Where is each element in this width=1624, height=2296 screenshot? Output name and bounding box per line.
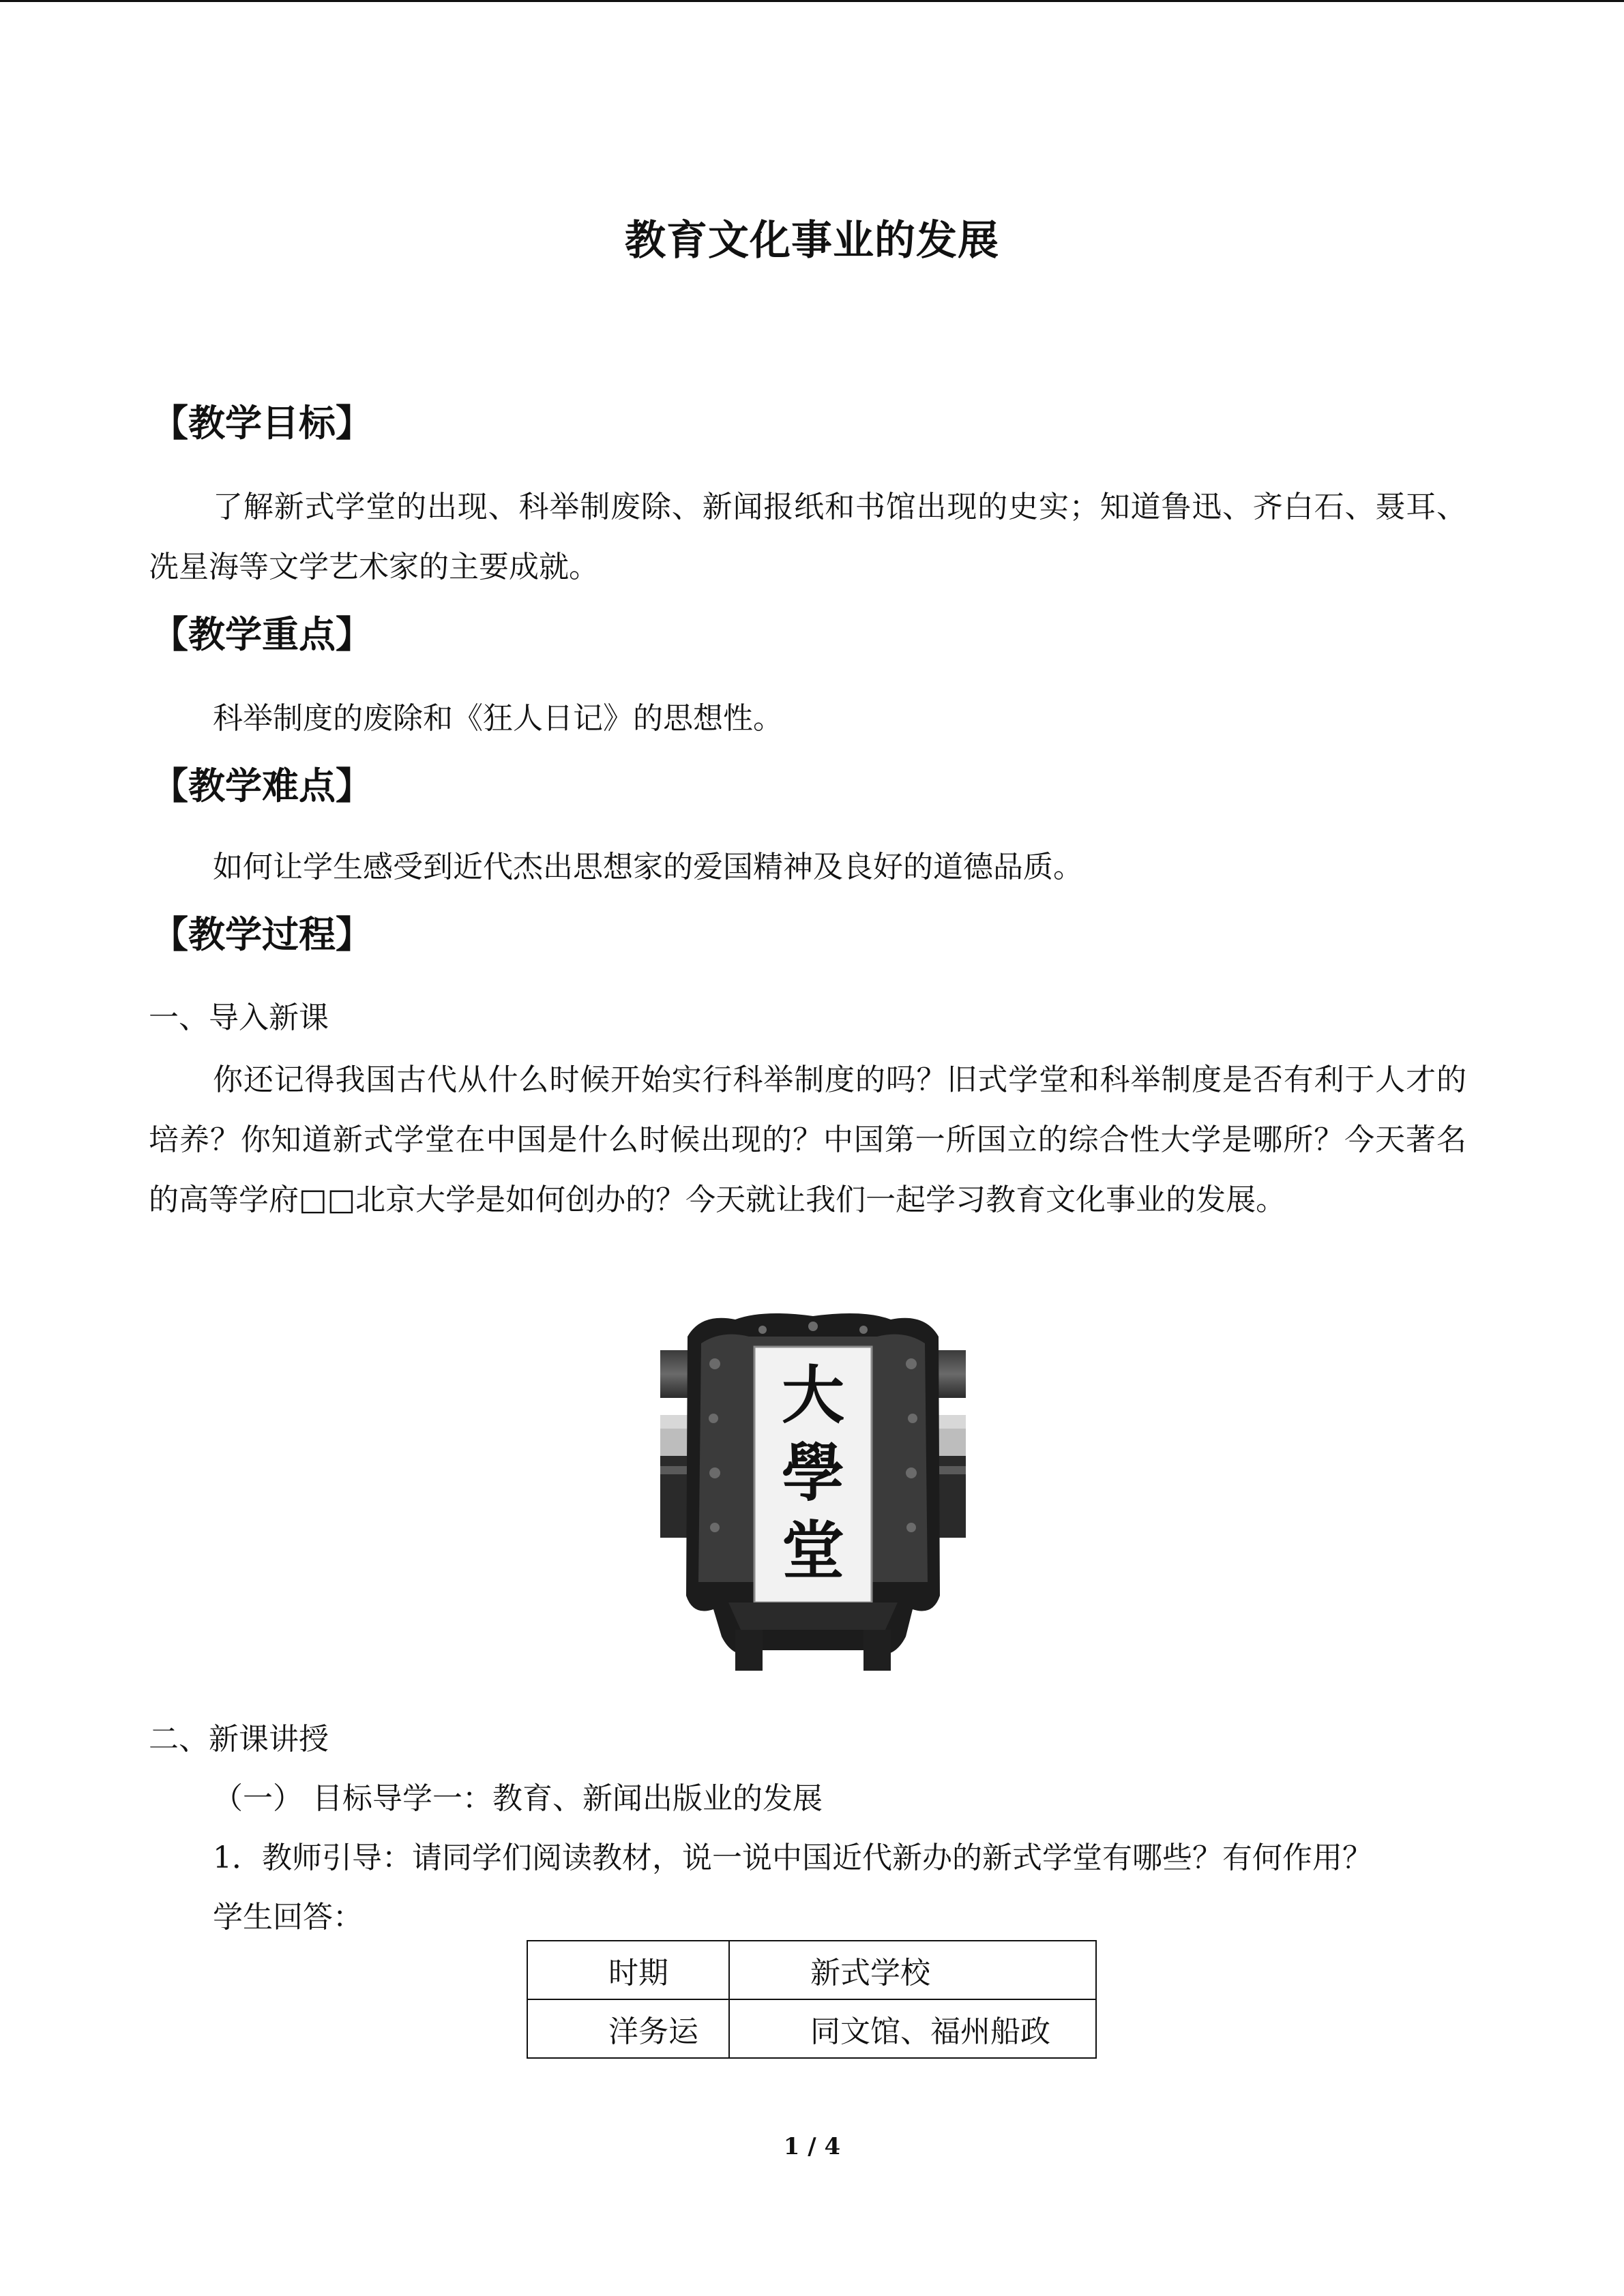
heading-teaching-difficulty: 【教学难点】 bbox=[151, 764, 372, 807]
heading-teaching-goal: 【教学目标】 bbox=[151, 401, 372, 445]
sub-section-title: （一） 目标导学一：教育、新闻出版业的发展 bbox=[213, 1781, 823, 1816]
plaque-char-1: 大 bbox=[781, 1358, 845, 1432]
top-border-line bbox=[0, 0, 1624, 2]
table-row bbox=[527, 1999, 1096, 2058]
new-schools-table bbox=[527, 1940, 1097, 2059]
intro-text: 你还记得我国古代从什么时候开始实行科举制度的吗？旧式学堂和科举制度是否有利于人才的培养？你知道新式学堂在中国是什么时候出现的？中国第一所国立的综合性大学是哪所？今天著名的高等学府□□北京大学是如何创办的？今天就让我们一起学习教育文化事业的发展。 bbox=[149, 1062, 1466, 1217]
teaching-key-text: 科举制度的废除和《狂人日记》的思想性。 bbox=[213, 701, 783, 736]
step1-answer-label: 学生回答： bbox=[213, 1900, 363, 1935]
intro-section-title: 一、导入新课 bbox=[149, 1000, 329, 1035]
teaching-goal-text: 了解新式学堂的出现、科举制废除、新闻报纸和书馆出现的史实；知道鲁迅、齐白石、聂耳、冼星海等文学艺术家的主要成就。 bbox=[149, 490, 1466, 584]
page-title: 教育文化事业的发展 bbox=[625, 217, 999, 265]
table-cell: 洋务运 bbox=[527, 1999, 729, 2058]
heading-teaching-process: 【教学过程】 bbox=[151, 912, 372, 956]
heading-teaching-key: 【教学重点】 bbox=[151, 612, 372, 656]
table-header-cell: 新式学校 bbox=[729, 1941, 1096, 1999]
plaque-char-2: 學 bbox=[781, 1436, 845, 1510]
page-number: 1 / 4 bbox=[783, 2133, 841, 2160]
new-lesson-title: 二、新课讲授 bbox=[149, 1722, 329, 1757]
step1-text: 1．教师引导：请同学们阅读教材，说一说中国近代新办的新式学堂有哪些？有何作用？ bbox=[213, 1840, 1372, 1875]
table-header-cell: 时期 bbox=[527, 1941, 729, 1999]
table-cell: 同文馆、福州船政 bbox=[729, 1999, 1096, 2058]
teaching-difficulty-text: 如何让学生感受到近代杰出思想家的爱国精神及良好的道德品质。 bbox=[213, 850, 1083, 884]
table-header-row bbox=[527, 1941, 1096, 1999]
daxuetang-plaque-image bbox=[660, 1309, 966, 1678]
plaque-char-3: 堂 bbox=[781, 1514, 845, 1587]
